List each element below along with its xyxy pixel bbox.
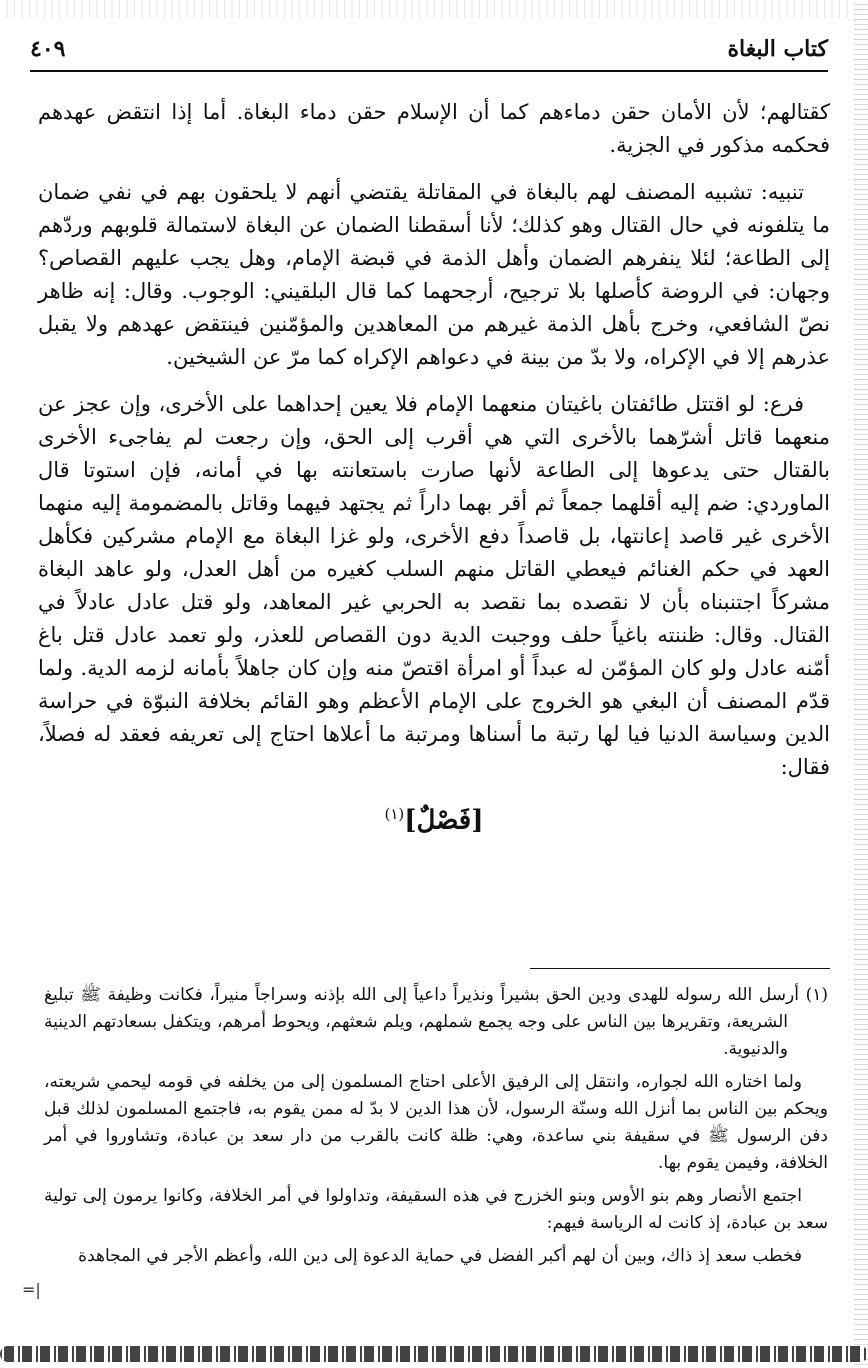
running-header — [30, 30, 828, 70]
chapter-title: كتاب البغاة — [727, 36, 828, 62]
scan-noise-top — [0, 0, 868, 18]
decorative-border-bottom — [0, 1346, 868, 1362]
paragraph-2: تنبيه: تشبيه المصنف لهم بالبغاة في المقاتلة يقتضي أنهم لا يلحقون بهم في نفي ضمان ما يتلفونه في حال القتال وهو كذلك؛ لأنا أسقطنا الضمان عن البغاة لاستمالة قلوبهم وردّهم إلى الطاعة؛ لئلا ينفرهم الضمان وأهل الذمة في قبضة الإمام، وهل يجب عليهم القصاص؟ وجهان: في الروضة كأصلها بلا ترجيح، أرجحهما كما قال البلقيني: الوجوب. وقال: إنه ظاهر نصّ الشافعي، وخرج بأهل الذمة غيرهم من المعاهدين والمؤمّنين فينتقض عهدهم ولا يقبل عذرهم إلا في الإكراه، ولا بدّ من بينة في دعواهم الإكراه كما مرّ عن الشيخين. — [38, 180, 830, 369]
footnote-1-cont-c: فخطب سعد إذ ذاك، وبين أن لهم أكبر الفضل في حماية الدعوة إلى دين الله، وأعظم الأجر في المجاهدة — [78, 1246, 802, 1266]
page-number: ٤٠٩ — [30, 36, 66, 62]
main-text — [38, 96, 830, 838]
footnote-marker: (١) — [384, 805, 405, 823]
paragraph-1: كقتالهم؛ لأن الأمان حقن دماءهم كما أن الإسلام حقن دماء البغاة. أما إذا انتقض عهدهم فحكمه مذكور في الجزية. — [38, 100, 830, 157]
continuation-mark: =| — [22, 1280, 41, 1299]
section-heading — [38, 798, 830, 838]
footnotes — [44, 982, 828, 1276]
footnote-1-cont-a: ولما اختاره الله لجواره، وانتقل إلى الرفيق الأعلى احتاج المسلمون إلى من يخلفه في قومه ليحمي شريعته، ويحكم بين الناس بما أنزل الله وسنّة الرسول، لأن هذا الدين لا بدّ له ممن يقوم به، فاجتمع المسلمون لذلك قبل دفن الرسول ﷺ في سقيفة بني ساعدة، وهي: ظلة كانت بالقرب من دار سعد بن عبادة، وتشاوروا في أمر الخلافة، وفيمن يقوم بها. — [44, 1072, 828, 1173]
footnote-1: (١) أرسل الله رسوله للهدى ودين الحق بشيراً ونذيراً داعياً إلى الله بإذنه وسراجاً منيراً، فكانت وظيفة ﷺ تبليغ الشريعة، وتقريرها بين الناس على وجه يجمع شملهم، ويلم شعثهم، ويحوط أمرهم، ويتكفل بسعادتهم الدينية والدنيوية. — [44, 985, 828, 1059]
decorative-border-right — [854, 0, 868, 1368]
section-heading-label: [فَصْلٌ] — [404, 805, 484, 836]
header-rule — [30, 70, 828, 72]
footnote-separator — [530, 968, 830, 969]
paragraph-3: فرع: لو اقتتل طائفتان باغيتان منعهما الإمام فلا يعين إحداهما على الأخرى، وإن عجز عن منعهما قاتل أشرّهما بالأخرى التي هي أقرب إلى الحق، وإن رجعت لم يفاجىء الأخرى بالقتال حتى يدعوها إلى الطاعة لأنها صارت باستعانته بها في أمانه، فإن استوتا قال الماوردي: ضم إليه أقلهما جمعاً ثم أقر بهما داراً ثم يجتهد فيهما وقاتل بالمضمومة إليه منهما الأخرى غير قاصد إعانتها، بل قاصداً دفع الأخرى، ولو غزا البغاة مع الإمام مشركين فكأهل العهد في حكم الغنائم فيعطي القاتل منهم السلب كغيره من أهل العدل، ولو عاهد البغاة مشركاً اجتنبناه بأن لا نقصده بما نقصد به الحربي غير المعاهد، ولو قتل عادل عادلاً في القتال. وقال: ظننته باغياً حلف ووجبت الدية دون القصاص للعذر، ولو تعمد عادل قتل باغ أمّنه عادل ولو كان المؤمّن له عبداً أو امرأة اقتصّ منه وإن كان جاهلاً بأمانه لزمه الدية. ولما قدّم المصنف أن البغي هو الخروج على الإمام الأعظم وهو القائم بخلافة النبوّة في حراسة الدين وسياسة الدنيا فيا لها رتبة ما أسناها ومرتبة ما أعلاها احتاج إلى تعريفه فعقد له فصلاً، فقال: — [38, 392, 830, 779]
footnote-1-cont-b: اجتمع الأنصار وهم بنو الأوس وبنو الخزرج في هذه السقيفة، وتداولوا في أمر الخلافة، وكانوا يرمون إلى تولية سعد بن عبادة، إذ كانت له الرياسة فيهم: — [44, 1186, 828, 1233]
